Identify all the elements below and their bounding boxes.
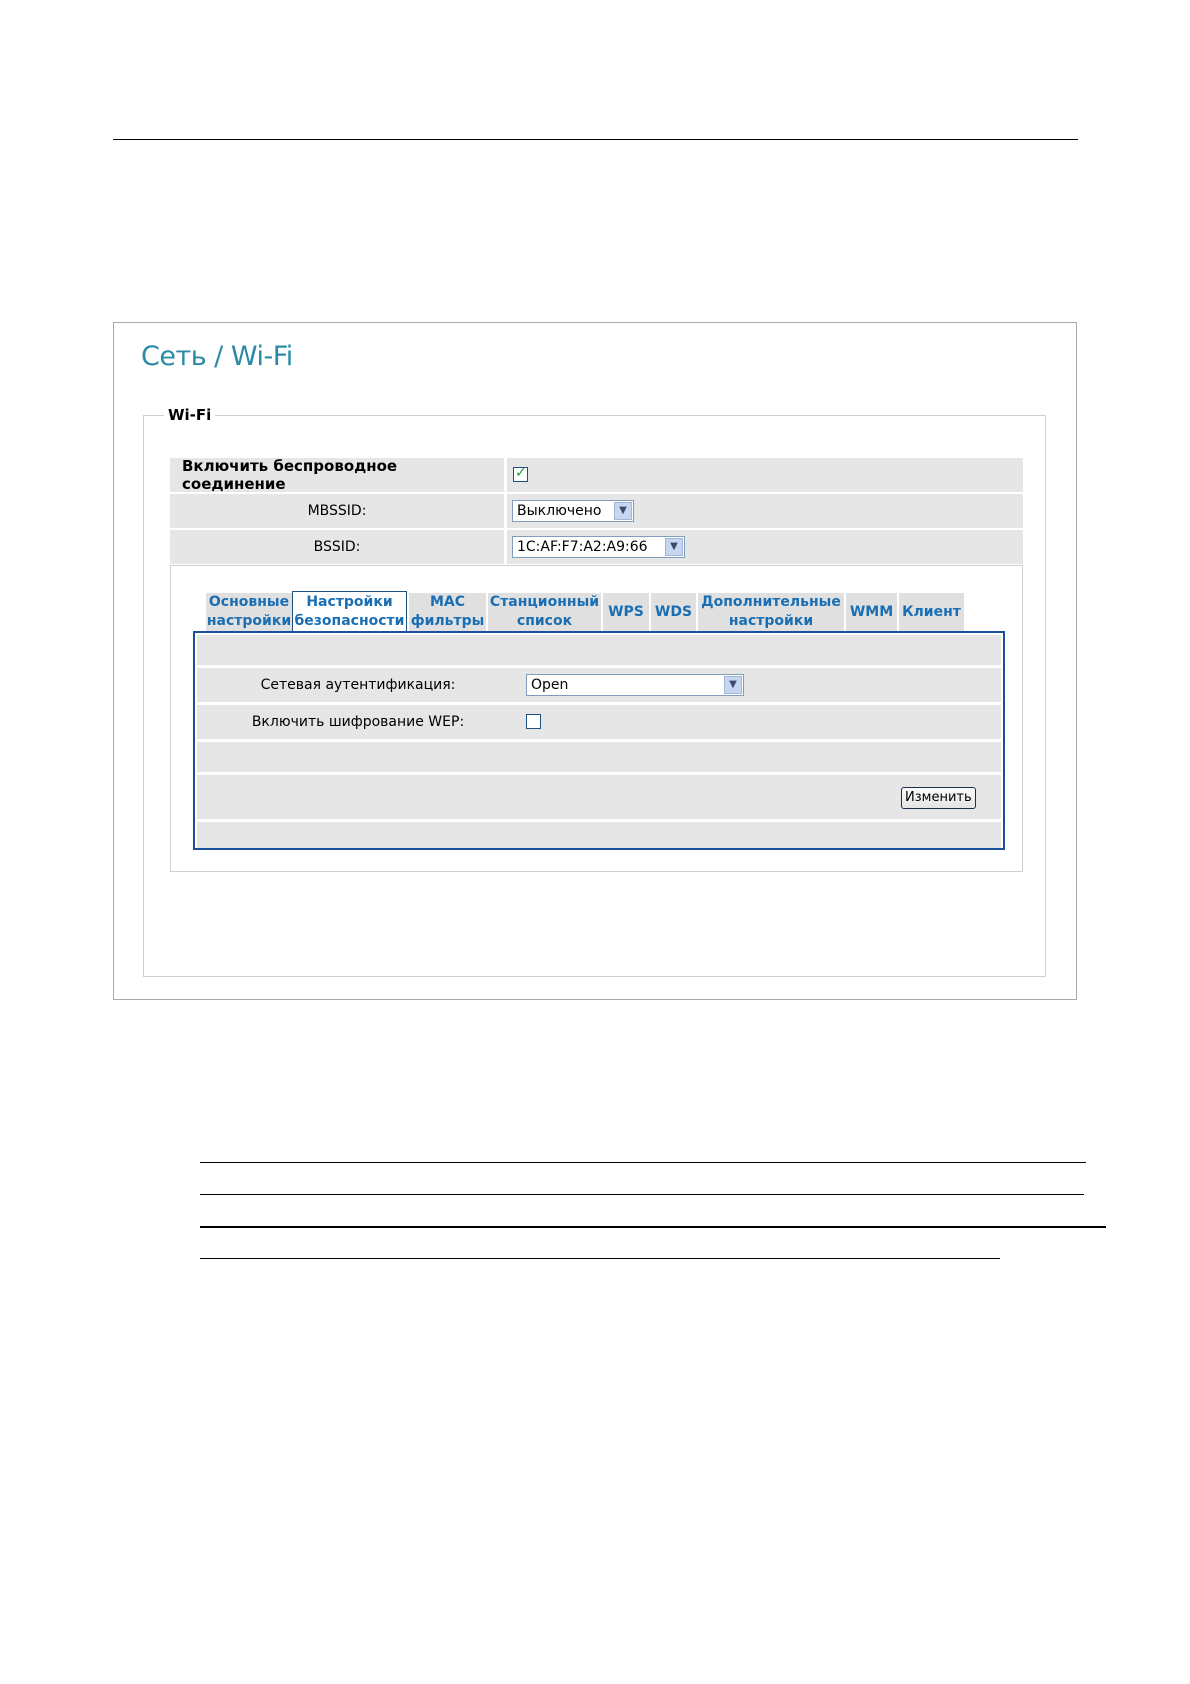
panel-header-row — [197, 635, 1001, 665]
bssid-value: 1C:AF:F7:A2:A9:66 — [517, 539, 648, 555]
blank-line-3 — [200, 1226, 1106, 1228]
tab-advanced-settings[interactable]: Дополнительные настройки — [698, 593, 844, 631]
tab-basic-settings[interactable]: Основные настройки — [206, 594, 292, 629]
wep-row — [197, 705, 1001, 739]
chevron-down-icon[interactable]: ▼ — [724, 676, 742, 694]
wifi-legend: Wi-Fi — [164, 406, 215, 424]
tab-wds[interactable]: WDS — [651, 593, 696, 631]
checkmark-icon: ✓ — [515, 465, 527, 481]
enable-wireless-label: Включить беспроводное соединение — [170, 458, 504, 492]
wep-label: Включить шифрование WEP: — [197, 705, 519, 739]
chevron-down-icon[interactable]: ▼ — [665, 538, 683, 556]
tab-wmm[interactable]: WMM — [846, 593, 897, 631]
apply-button[interactable]: Изменить — [901, 787, 976, 809]
settings-frame — [170, 565, 1023, 872]
auth-label: Сетевая аутентификация: — [197, 668, 519, 702]
mbssid-row — [170, 494, 1023, 528]
panel-footer-row — [197, 822, 1001, 848]
tab-station-list[interactable]: Станционный список — [489, 594, 600, 629]
auth-row — [197, 668, 1001, 702]
blank-line-4 — [200, 1258, 1000, 1259]
chevron-down-icon[interactable]: ▼ — [614, 502, 632, 520]
tab-client[interactable]: Клиент — [899, 593, 964, 631]
bssid-row — [170, 530, 1023, 564]
security-panel — [193, 631, 1005, 850]
panel-spacer-row — [197, 742, 1001, 772]
bssid-label: BSSID: — [170, 530, 504, 564]
enable-wireless-row — [170, 458, 1023, 492]
bssid-select[interactable] — [512, 536, 685, 558]
tab-security-settings[interactable]: Настройки безопасности — [292, 591, 407, 631]
mbssid-value: Выключено — [517, 503, 602, 519]
mbssid-label: MBSSID: — [170, 494, 504, 528]
mbssid-select[interactable] — [512, 500, 634, 522]
tab-wps[interactable]: WPS — [603, 593, 649, 631]
blank-line-2 — [200, 1194, 1084, 1195]
page-title: Сеть / Wi-Fi — [141, 341, 293, 372]
enable-wireless-checkbox[interactable] — [513, 467, 528, 482]
auth-select[interactable] — [526, 674, 744, 696]
auth-value: Open — [531, 677, 569, 693]
wep-checkbox[interactable] — [526, 714, 541, 729]
blank-line-1 — [200, 1162, 1086, 1163]
router-screenshot — [113, 322, 1077, 1000]
apply-row — [197, 775, 1001, 819]
tab-mac-filters[interactable]: MAC фильтры — [410, 594, 485, 629]
top-divider — [113, 139, 1078, 140]
